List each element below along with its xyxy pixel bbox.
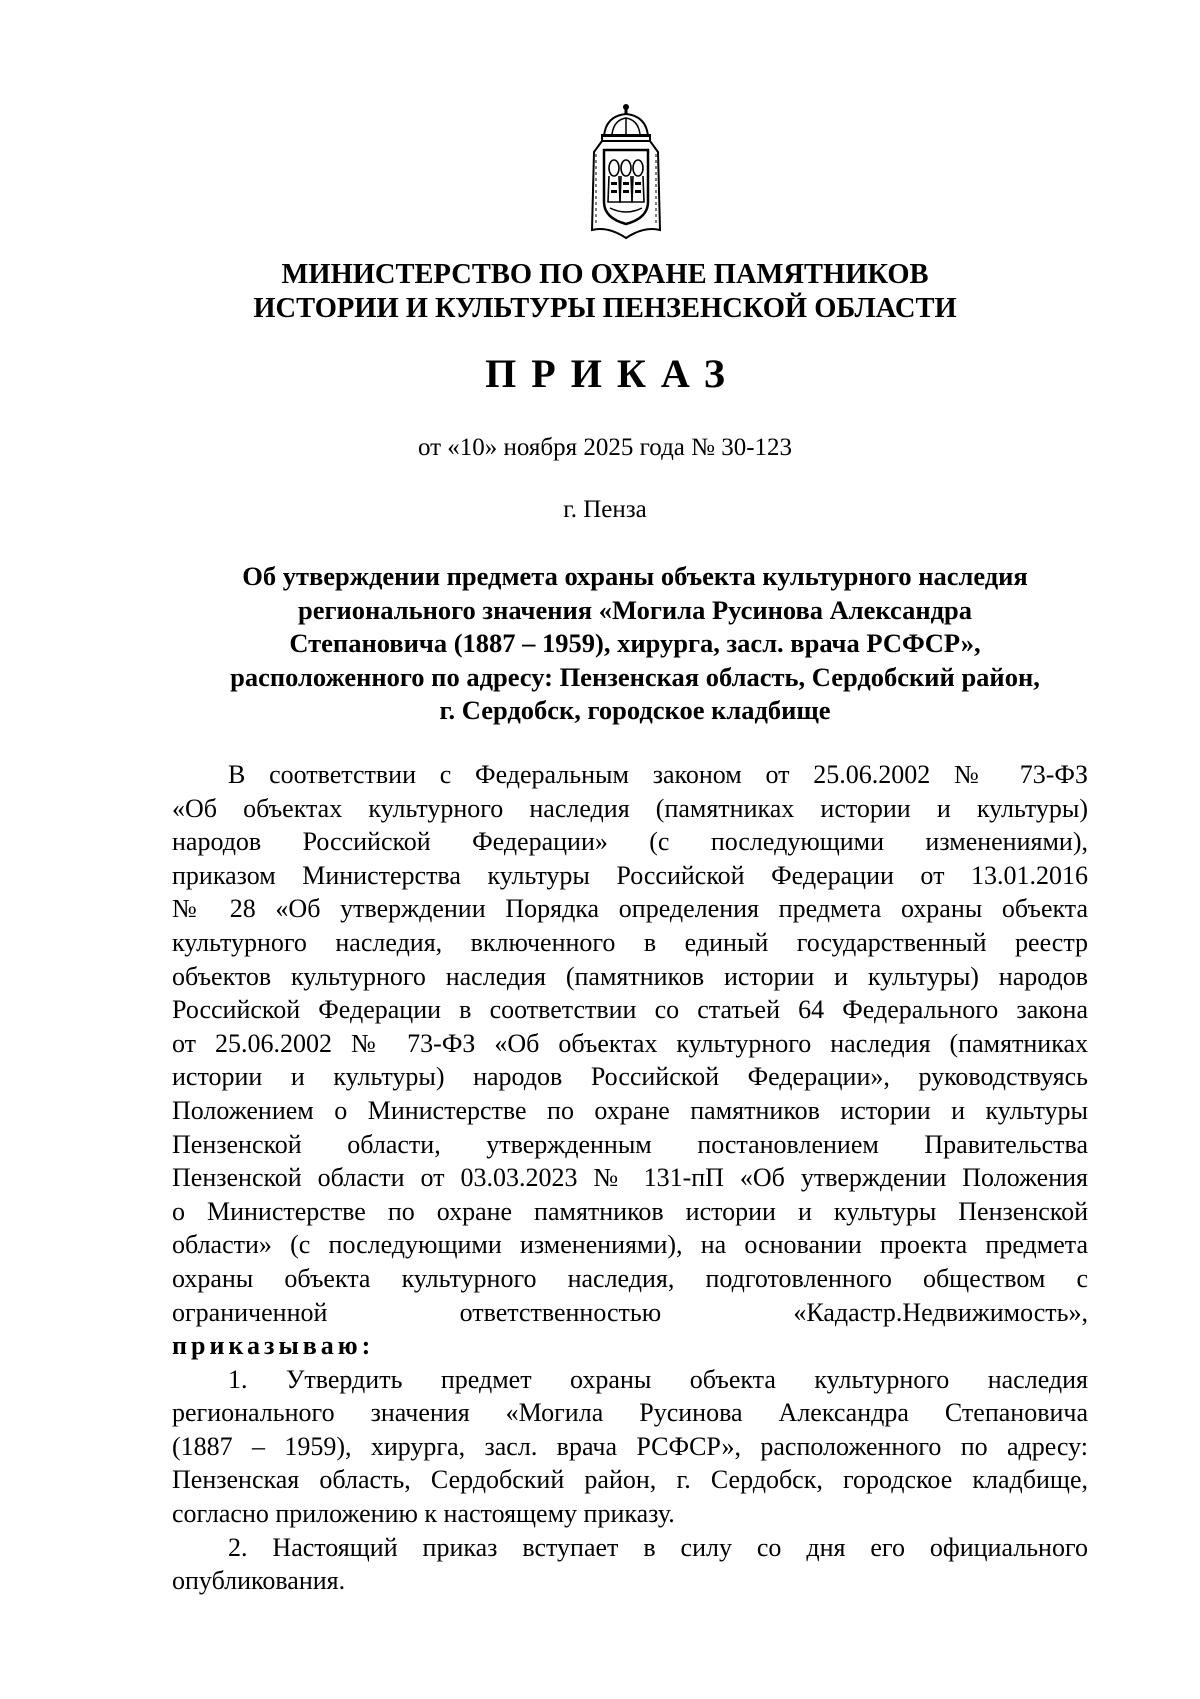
body-line: о Министерстве по охране памятников истории и культуры Пензенской bbox=[172, 1196, 1088, 1226]
body-line: 2. Настоящий приказ вступает в силу со дня его официального bbox=[228, 1532, 1088, 1562]
preamble-paragraph bbox=[172, 758, 1088, 1363]
order-subject bbox=[200, 560, 1070, 728]
subject-line: Степановича (1887 – 1959), хирурга, засл. врача РСФСР», bbox=[289, 628, 981, 658]
body-line: опубликования. bbox=[172, 1566, 346, 1596]
subject-line: Об утверждении предмета охраны объекта культурного наследия bbox=[242, 561, 1028, 591]
body-line: истории и культуры) народов Российской Федерации», руководствуясь bbox=[172, 1062, 1088, 1092]
order-word: приказываю: bbox=[172, 1331, 375, 1361]
body-line: Пензенской области, утвержденным постановлением Правительства bbox=[172, 1129, 1088, 1159]
order-item-1 bbox=[172, 1363, 1088, 1531]
body-line: культурного наследия, включенного в единый государственный реестр bbox=[172, 927, 1088, 957]
body-line: от 25.06.2002 № 73-ФЗ «Об объектах культурного наследия (памятниках bbox=[172, 1028, 1088, 1058]
order-city: г. Пенза bbox=[563, 496, 647, 523]
body-line: В соответствии с Федеральным законом от 25.06.2002 № 73-ФЗ bbox=[228, 760, 1088, 789]
subject-line: расположенного по адресу: Пензенская область, Сердобский район, bbox=[230, 661, 1040, 692]
subject-line: г. Сердобск, городское кладбище bbox=[439, 695, 831, 725]
body-line: области» (с последующими изменениями), на основании проекта предмета bbox=[172, 1230, 1088, 1260]
body-line: регионального значения «Могила Русинова Александра Степановича bbox=[172, 1398, 1088, 1428]
order-item-2 bbox=[172, 1531, 1088, 1598]
order-body bbox=[172, 758, 1088, 1598]
ministry-line-1: МИНИСТЕРСТВО ПО ОХРАНЕ ПАМЯТНИКОВ bbox=[281, 259, 929, 290]
body-line: Пензенская область, Сердобский район, г. Сердобск, городское кладбище, bbox=[172, 1465, 1088, 1495]
body-line: объектов культурного наследия (памятников истории и культуры) народов bbox=[172, 961, 1088, 991]
body-line: Пензенской области от 03.03.2023 № 131-пП «Об утверждении Положения bbox=[172, 1163, 1088, 1193]
body-line: охраны объекта культурного наследия, подготовленного обществом с bbox=[172, 1263, 1088, 1293]
body-line: 1. Утвердить предмет охраны объекта культурного наследия bbox=[228, 1364, 1088, 1394]
document-type-title: ПРИКАЗ bbox=[485, 351, 740, 396]
body-line: Российской Федерации в соответствии со статьей 64 Федерального закона bbox=[172, 995, 1088, 1025]
body-line: приказом Министерства культуры Российской Федерации от 13.01.2016 bbox=[172, 860, 1088, 890]
ministry-line-2: ИСТОРИИ И КУЛЬТУРЫ ПЕНЗЕНСКОЙ ОБЛАСТИ bbox=[253, 293, 957, 324]
order-date-number: от «10» ноября 2025 года № 30-123 bbox=[417, 434, 793, 461]
body-line: ограниченной ответственностью «Кадастр.Недвижимость», bbox=[172, 1297, 1088, 1327]
ministry-name bbox=[170, 258, 1040, 326]
body-line: «Об объектах культурного наследия (памятниках истории и культуры) bbox=[172, 793, 1088, 823]
body-line: согласно приложению к настоящему приказу. bbox=[172, 1499, 675, 1529]
subject-line: регионального значения «Могила Русинова Александра bbox=[297, 594, 973, 625]
body-line: Положением о Министерстве по охране памятников истории и культуры bbox=[172, 1095, 1088, 1125]
body-line: № 28 «Об утверждении Порядка определения предмета охраны объекта bbox=[172, 894, 1088, 924]
coat-of-arms-icon bbox=[588, 102, 664, 242]
body-line: народов Российской Федерации» (с последующими изменениями), bbox=[172, 827, 1088, 857]
body-line: (1887 – 1959), хирурга, засл. врача РСФСР», расположенного по адресу: bbox=[172, 1431, 1088, 1461]
